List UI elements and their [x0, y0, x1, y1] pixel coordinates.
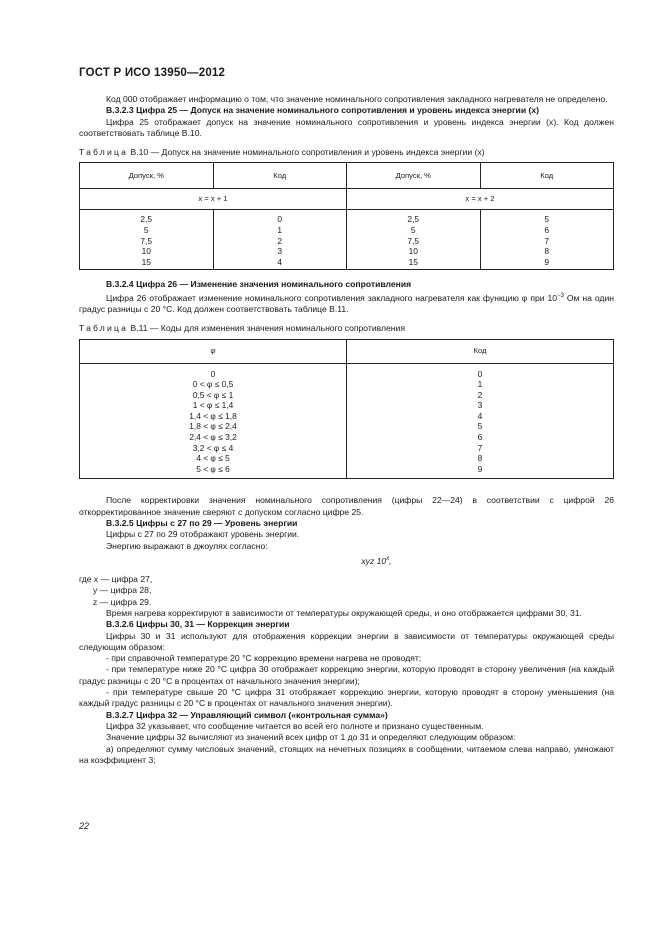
table-cell: 0 < φ ≤ 0,5 — [192, 379, 234, 390]
section-heading-b325: B.3.2.5 Цифры с 27 по 29 — Уровень энергии — [106, 518, 298, 529]
table-b11 — [79, 339, 614, 480]
list-item: - при справочной температуре 20 °C коррекцию времени нагрева не проводят; — [106, 653, 422, 664]
table-cell: 3,2 < φ ≤ 4 — [192, 442, 234, 453]
variable-y: y — цифра 28, — [93, 585, 152, 596]
table-b11-title: B.11 — Коды для изменения значения номинального сопротивления — [128, 323, 405, 334]
section-text-b326-1: Цифры 30 и 31 используют для отображения коррекции энергии в зависимости от температуры окружающей среды следующим образом: — [79, 630, 614, 652]
table-b10-subheader-row — [80, 189, 614, 210]
table-cell: 3 — [277, 246, 283, 257]
table-b11-header-code: Код — [347, 339, 614, 363]
table-cell: 3 — [477, 400, 483, 411]
table-cell: 2,4 < φ ≤ 3,2 — [189, 432, 237, 443]
table-cell: 7 — [477, 442, 483, 453]
list-item: - при температуре ниже 20 °C цифра 30 отображает коррекцию энергии, которую проводят в сторону увеличения (на каждый градус разницы с 20 °C в процентах от начального значения энергии); — [79, 664, 614, 686]
section-heading-b324: B.3.2.4 Цифра 26 — Изменение значения номинального сопротивления — [106, 279, 412, 290]
table-cell: 7 — [544, 235, 550, 246]
table-b11-header-phi: φ — [80, 339, 347, 363]
page-content — [79, 94, 614, 766]
table-cell: 15 — [408, 256, 418, 267]
table-cell: 6 — [544, 225, 550, 236]
table-b11-label: Таблица — [79, 323, 129, 334]
table-b10-col-tolerance-1 — [80, 210, 214, 270]
table-b11-header-row — [80, 339, 614, 363]
table-cell: 15 — [141, 256, 151, 267]
variable-x: где x — цифра 27, — [79, 574, 153, 585]
section-text-b325-1: Цифры с 27 по 29 отображают уровень энергии. — [106, 529, 300, 540]
table-cell: 5 < φ ≤ 6 — [196, 463, 230, 474]
table-b10-header-row — [80, 163, 614, 189]
section-heading-b326: B.3.2.6 Цифры 30, 31 — Коррекция энергии — [106, 619, 290, 630]
table-cell: 9 — [544, 256, 550, 267]
table-cell: 4 — [477, 410, 483, 421]
table-b11-col-code — [347, 363, 614, 479]
energy-formula: xyz 10$^x$, — [361, 555, 392, 566]
intro-paragraph: Код 000 отображает информацию о том, что значение номинального сопротивления закладного нагревателя не определено. — [106, 94, 608, 104]
table-cell: 4 < φ ≤ 5 — [196, 453, 230, 464]
table-cell: 8 — [477, 453, 483, 464]
table-b10-col-tolerance-2 — [347, 210, 481, 270]
table-b11-col-phi — [80, 363, 347, 479]
section-heading-b327: B.3.2.7 Цифра 32 — Управляющий символ («контрольная сумма») — [106, 709, 388, 720]
table-cell: 0 — [277, 214, 283, 225]
section-text-b325-3: Время нагрева корректируют в зависимости от температуры окружающей среды, и оно отображается цифрами 30, 31. — [106, 607, 582, 618]
table-b10-data-row — [80, 210, 614, 270]
section-text-b323: Цифра 25 отображает допуск на значение номинального сопротивления и уровень индекса энергии (x). Код должен соответствовать таблице B.10. — [79, 116, 614, 138]
table-cell: 1 < φ ≤ 1,4 — [192, 400, 234, 411]
section-text-b324: Цифра 26 отображает изменение номинального сопротивления закладного нагревателя как функцию φ при $10^{-3}$ Ом на один градус разницы с 20 °C. Код должен соответствовать таблице B.11. — [79, 292, 614, 314]
table-cell: 4 — [277, 256, 283, 267]
table-cell: 2 — [277, 235, 283, 246]
section-text-b327-3: а) определяют сумму числовых значений, стоящих на нечетных позициях в сообщении, читаемом слева направо, умножают на коэффициент 3; — [79, 743, 614, 765]
table-cell: 7,5 — [140, 235, 153, 246]
table-cell: 6 — [477, 432, 483, 443]
page-header: ГОСТ Р ИСО 13950—2012 — [79, 67, 226, 79]
table-cell: 0 — [477, 368, 483, 379]
table-cell: 10 — [408, 246, 418, 257]
table-cell: 1,4 < φ ≤ 1,8 — [189, 410, 237, 421]
table-b10-header-code-2: Код — [480, 163, 614, 189]
table-cell: 9 — [477, 463, 483, 474]
section-text-b327-1: Цифра 32 указывает, что сообщение читается во всей его полноте и признано существенным. — [106, 720, 484, 731]
table-cell: 2,5 — [407, 214, 420, 225]
table-cell: 2 — [477, 389, 483, 400]
table-cell: 5 — [477, 421, 483, 432]
after-table-paragraph: После корректировки значения номинального сопротивления (цифры 22—24) в соответствии с цифрой 26 откорректированное значение сверяют с допуском согласно цифре 25. — [79, 495, 614, 517]
table-b10-title: B.10 — Допуск на значение номинального сопротивления и уровень индекса энергии (x) — [128, 147, 485, 158]
table-b10-header-tolerance-1: Допуск, % — [80, 163, 214, 189]
table-cell: 1 — [477, 379, 483, 390]
table-b10-header-tolerance-2: Допуск, % — [347, 163, 481, 189]
table-b10-label: Таблица — [79, 147, 129, 158]
variable-z: z — цифра 29. — [93, 596, 152, 607]
table-b10-subheader-left: x = x + 1 — [80, 189, 347, 210]
variable-list — [79, 574, 614, 608]
table-cell: 0 — [210, 368, 216, 379]
page-number: 22 — [79, 821, 90, 831]
table-cell: 1 — [277, 225, 283, 236]
table-b10-header-code-1: Код — [213, 163, 347, 189]
table-cell: 7,5 — [407, 235, 420, 246]
section-heading-b323: B.3.2.3 Цифра 25 — Допуск на значение номинального сопротивления и уровень индекса энергии (x) — [106, 105, 539, 116]
table-cell: 0,5 < φ ≤ 1 — [192, 389, 234, 400]
table-b11-caption — [79, 323, 614, 334]
table-cell: 10 — [141, 246, 151, 257]
table-cell: 5 — [544, 214, 550, 225]
table-cell: 5 — [410, 225, 416, 236]
table-cell: 8 — [544, 246, 550, 257]
table-b10-caption — [79, 147, 614, 158]
table-cell: 5 — [143, 225, 149, 236]
table-cell: 1,8 < φ ≤ 2,4 — [189, 421, 237, 432]
table-cell: 2,5 — [140, 214, 153, 225]
section-text-b327-2: Значение цифры 32 вычисляют из значений всех цифр от 1 до 31 и определяют следующим образом: — [106, 732, 516, 743]
table-b10-col-code-2 — [480, 210, 614, 270]
list-item: - при температуре свыше 20 °C цифра 31 отображает коррекцию энергии, которую проводят в сторону уменьшения (на каждый градус разницы с 20 °C в процентах от начального значения энергии). — [79, 687, 614, 709]
table-b10-subheader-right: x = x + 2 — [347, 189, 614, 210]
table-b10-col-code-1 — [213, 210, 347, 270]
section-text-b325-2: Энергию выражают в джоулях согласно: — [106, 540, 268, 551]
table-b11-data-row — [80, 363, 614, 479]
table-b10 — [79, 162, 614, 270]
